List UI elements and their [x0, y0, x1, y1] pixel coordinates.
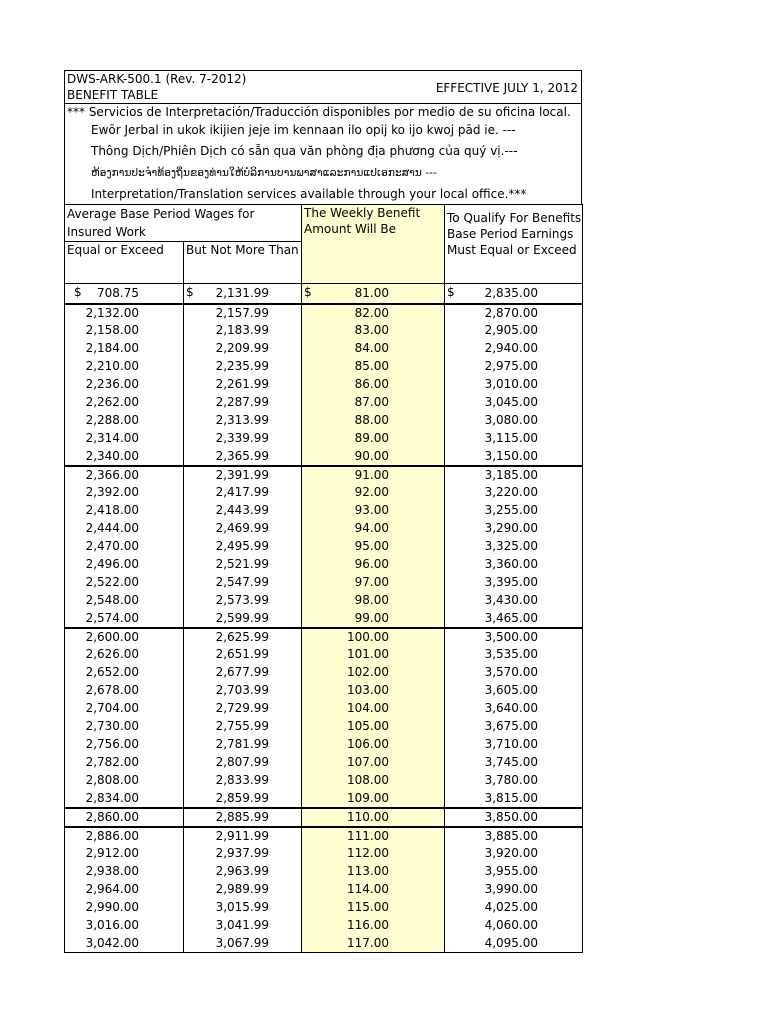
benefit-table-sheet: [64, 70, 582, 953]
cell-qualify: 3,150.00: [445, 448, 583, 466]
cell-benefit: 113.00: [302, 863, 445, 881]
table-row: [65, 466, 583, 484]
cell-equal: 2,236.00: [65, 376, 184, 394]
cell-max: 2,183.99: [184, 322, 302, 340]
table-header-row: [65, 205, 583, 242]
cell-max: 2,547.99: [184, 574, 302, 592]
cell-qualify: 3,780.00: [445, 772, 583, 790]
cell-equal: 2,184.00: [65, 340, 184, 358]
cell-equal: 2,808.00: [65, 772, 184, 790]
cell-max: 2,365.99: [184, 448, 302, 466]
cell-benefit: 98.00: [302, 592, 445, 610]
cell-max: 2,703.99: [184, 682, 302, 700]
cell-qualify: 3,115.00: [445, 430, 583, 448]
cell-equal: 2,288.00: [65, 412, 184, 430]
table-row: [65, 448, 583, 466]
table-row: [65, 430, 583, 448]
cell-qualify: 3,815.00: [445, 790, 583, 808]
cell-equal: 2,626.00: [65, 646, 184, 664]
table-row: [65, 376, 583, 394]
cell-equal: 2,470.00: [65, 538, 184, 556]
cell-benefit: 108.00: [302, 772, 445, 790]
cell-equal: 2,418.00: [65, 502, 184, 520]
cell-qualify: 3,360.00: [445, 556, 583, 574]
table-row: [65, 736, 583, 754]
cell-max: 2,443.99: [184, 502, 302, 520]
cell-benefit: 102.00: [302, 664, 445, 682]
cell-max: 2,495.99: [184, 538, 302, 556]
table-row: [65, 863, 583, 881]
cell-benefit: 117.00: [302, 935, 445, 953]
table-row: [65, 358, 583, 376]
table-row: [65, 646, 583, 664]
cell-qualify: 4,095.00: [445, 935, 583, 953]
cell-benefit: 86.00: [302, 376, 445, 394]
cell-max: 2,833.99: [184, 772, 302, 790]
cell-max: 2,989.99: [184, 881, 302, 899]
cell-equal: 2,262.00: [65, 394, 184, 412]
cell-qualify: 3,430.00: [445, 592, 583, 610]
weekly-benefit-header: The Weekly Benefit Amount Will Be: [302, 205, 445, 284]
cell-qualify: 3,990.00: [445, 881, 583, 899]
cell-benefit: 82.00: [302, 304, 445, 322]
cell-benefit: 116.00: [302, 917, 445, 935]
table-row: [65, 682, 583, 700]
table-row: [65, 592, 583, 610]
cell-benefit: 93.00: [302, 502, 445, 520]
cell-benefit: 107.00: [302, 754, 445, 772]
cell-equal: 2,340.00: [65, 448, 184, 466]
cell-max: 2,781.99: [184, 736, 302, 754]
cell-max: 2,157.99: [184, 304, 302, 322]
effective-date: EFFECTIVE JULY 1, 2012: [435, 81, 578, 95]
table-row: [65, 484, 583, 502]
cell-max: 2,573.99: [184, 592, 302, 610]
cell-max: 2,209.99: [184, 340, 302, 358]
cell-equal: 2,678.00: [65, 682, 184, 700]
cell-max: 2,755.99: [184, 718, 302, 736]
cell-equal: 2,730.00: [65, 718, 184, 736]
cell-qualify: 3,010.00: [445, 376, 583, 394]
cell-qualify: 3,255.00: [445, 502, 583, 520]
not-more-than-header: But Not More Than: [184, 242, 302, 284]
cell-benefit: 85.00: [302, 358, 445, 376]
cell-max: 2,963.99: [184, 863, 302, 881]
cell-max: 2,937.99: [184, 845, 302, 863]
cell-equal: 3,016.00: [65, 917, 184, 935]
table-row: [65, 574, 583, 592]
cell-equal: 2,158.00: [65, 322, 184, 340]
cell-equal: 2,392.00: [65, 484, 184, 502]
cell-qualify: 3,535.00: [445, 646, 583, 664]
cell-max: 2,131.99: [215, 285, 270, 300]
cell-benefit: 99.00: [302, 610, 445, 628]
table-row: [65, 790, 583, 808]
notice-marshallese: Ewōr Jerbal in ukok ikijien jeje im kennaan ilo opij ko ijo kwoj pād ie. ---: [91, 123, 516, 137]
table-row: [65, 520, 583, 538]
cell-qualify: 3,185.00: [445, 466, 583, 484]
cell-benefit: 88.00: [302, 412, 445, 430]
cell-benefit: 103.00: [302, 682, 445, 700]
cell-qualify: 3,745.00: [445, 754, 583, 772]
cell-max: 2,391.99: [184, 466, 302, 484]
cell-max: 2,287.99: [184, 394, 302, 412]
cell-qualify: 4,060.00: [445, 917, 583, 935]
cell-equal: 2,600.00: [65, 628, 184, 646]
document-title: BENEFIT TABLE: [67, 88, 159, 102]
cell-max: 2,677.99: [184, 664, 302, 682]
cell-benefit: 100.00: [302, 628, 445, 646]
cell-qualify: 3,290.00: [445, 520, 583, 538]
table-row: [65, 412, 583, 430]
cell-benefit: 97.00: [302, 574, 445, 592]
notice-english: Interpretation/Translation services available through your local office.***: [91, 187, 527, 201]
cell-max: 2,651.99: [184, 646, 302, 664]
table-row: [65, 808, 583, 827]
cell-qualify: 3,570.00: [445, 664, 583, 682]
cell-equal: 2,834.00: [65, 790, 184, 808]
cell-qualify: 3,710.00: [445, 736, 583, 754]
cell-benefit: 95.00: [302, 538, 445, 556]
cell-equal: 2,756.00: [65, 736, 184, 754]
cell-qualify: 3,850.00: [445, 808, 583, 827]
table-row: [65, 628, 583, 646]
benefit-table: [64, 204, 583, 953]
cell-equal: 2,990.00: [65, 899, 184, 917]
table-row: [65, 772, 583, 790]
cell-qualify: 3,220.00: [445, 484, 583, 502]
avg-wages-header: Average Base Period Wages for Insured Work: [65, 205, 302, 242]
equal-or-exceed-header: Equal or Exceed: [65, 242, 184, 284]
cell-max: 2,807.99: [184, 754, 302, 772]
cell-benefit: 90.00: [302, 448, 445, 466]
cell-benefit: 94.00: [302, 520, 445, 538]
cell-benefit: 96.00: [302, 556, 445, 574]
cell-benefit: 92.00: [302, 484, 445, 502]
cell-benefit: 101.00: [302, 646, 445, 664]
table-row: [65, 935, 583, 953]
cell-max: 3,067.99: [184, 935, 302, 953]
cell-equal: 708.75: [97, 285, 139, 300]
table-row: [65, 899, 583, 917]
cell-equal: 2,912.00: [65, 845, 184, 863]
table-row: [65, 718, 583, 736]
cell-max: 2,911.99: [184, 827, 302, 845]
form-id: DWS-ARK-500.1 (Rev. 7-2012): [67, 72, 247, 86]
cell-qualify: 3,605.00: [445, 682, 583, 700]
cell-qualify: 3,675.00: [445, 718, 583, 736]
cell-equal: 2,210.00: [65, 358, 184, 376]
table-row: [65, 664, 583, 682]
cell-qualify: 2,835.00: [484, 285, 539, 300]
cell-max: 2,339.99: [184, 430, 302, 448]
cell-equal: 3,042.00: [65, 935, 184, 953]
table-row: [65, 556, 583, 574]
cell-equal: 2,704.00: [65, 700, 184, 718]
cell-max: 2,261.99: [184, 376, 302, 394]
cell-qualify: 3,395.00: [445, 574, 583, 592]
cell-qualify: 3,955.00: [445, 863, 583, 881]
cell-benefit: 110.00: [302, 808, 445, 827]
cell-equal: 2,860.00: [65, 808, 184, 827]
table-row: [65, 322, 583, 340]
cell-qualify: 2,905.00: [445, 322, 583, 340]
table-row: [65, 340, 583, 358]
cell-equal: 2,652.00: [65, 664, 184, 682]
cell-max: 2,235.99: [184, 358, 302, 376]
cell-qualify: 2,940.00: [445, 340, 583, 358]
cell-equal: 2,782.00: [65, 754, 184, 772]
cell-qualify: 3,640.00: [445, 700, 583, 718]
cell-qualify: 3,465.00: [445, 610, 583, 628]
dollar-sign: $: [74, 285, 82, 299]
cell-max: 2,521.99: [184, 556, 302, 574]
table-row: [65, 845, 583, 863]
cell-equal: 2,886.00: [65, 827, 184, 845]
cell-qualify: 2,975.00: [445, 358, 583, 376]
cell-qualify: 4,025.00: [445, 899, 583, 917]
cell-benefit: 84.00: [302, 340, 445, 358]
cell-equal: 2,132.00: [65, 304, 184, 322]
cell-benefit: 111.00: [302, 827, 445, 845]
table-row: [65, 610, 583, 628]
cell-equal: 2,496.00: [65, 556, 184, 574]
cell-max: 3,015.99: [184, 899, 302, 917]
cell-equal: 2,938.00: [65, 863, 184, 881]
table-row: [65, 304, 583, 322]
cell-qualify: 3,080.00: [445, 412, 583, 430]
qualify-header: To Qualify For Benefits Base Period Earnings Must Equal or Exceed: [445, 205, 583, 284]
table-row-first: [65, 284, 583, 304]
table-row: [65, 754, 583, 772]
cell-qualify: 3,885.00: [445, 827, 583, 845]
cell-equal: 2,444.00: [65, 520, 184, 538]
table-row: [65, 881, 583, 899]
cell-max: 2,729.99: [184, 700, 302, 718]
table-row: [65, 394, 583, 412]
cell-equal: 2,314.00: [65, 430, 184, 448]
cell-max: 2,859.99: [184, 790, 302, 808]
cell-max: 2,625.99: [184, 628, 302, 646]
table-row: [65, 700, 583, 718]
dollar-sign: $: [186, 285, 194, 299]
cell-benefit: 89.00: [302, 430, 445, 448]
notice-vietnamese: Thông Dịch/Phiên Dịch có sẵn qua văn phòng địa phương của quý vị.---: [91, 144, 518, 158]
cell-max: 3,041.99: [184, 917, 302, 935]
cell-benefit: 109.00: [302, 790, 445, 808]
table-row: [65, 827, 583, 845]
cell-qualify: 3,920.00: [445, 845, 583, 863]
dollar-sign: $: [304, 285, 312, 299]
table-row: [65, 502, 583, 520]
cell-benefit: 91.00: [302, 466, 445, 484]
cell-benefit: 87.00: [302, 394, 445, 412]
notice-spanish: *** Servicios de Interpretación/Traducción disponibles por medio de su oficina local.: [67, 105, 571, 119]
cell-benefit: 105.00: [302, 718, 445, 736]
dollar-sign: $: [447, 285, 455, 299]
cell-equal: 2,574.00: [65, 610, 184, 628]
document-header: [64, 70, 582, 103]
cell-benefit: 106.00: [302, 736, 445, 754]
cell-benefit: 104.00: [302, 700, 445, 718]
cell-equal: 2,366.00: [65, 466, 184, 484]
cell-benefit: 112.00: [302, 845, 445, 863]
cell-equal: 2,548.00: [65, 592, 184, 610]
table-row: [65, 538, 583, 556]
cell-qualify: 2,870.00: [445, 304, 583, 322]
table-row: [65, 917, 583, 935]
cell-qualify: 3,500.00: [445, 628, 583, 646]
cell-benefit: 81.00: [354, 285, 390, 300]
cell-qualify: 3,325.00: [445, 538, 583, 556]
cell-max: 2,313.99: [184, 412, 302, 430]
cell-qualify: 3,045.00: [445, 394, 583, 412]
cell-benefit: 115.00: [302, 899, 445, 917]
cell-equal: 2,522.00: [65, 574, 184, 592]
cell-max: 2,599.99: [184, 610, 302, 628]
notice-lao: ຫ້ອງການປະຈຳທ້ອງຖິ່ນຂອງທ່ານໃຫ້ບໍລິການບານພາສາແລະການແປເອກະສານ ---: [91, 167, 438, 179]
cell-equal: 2,964.00: [65, 881, 184, 899]
language-notice: [64, 103, 582, 204]
cell-max: 2,885.99: [184, 808, 302, 827]
cell-max: 2,469.99: [184, 520, 302, 538]
cell-benefit: 114.00: [302, 881, 445, 899]
cell-max: 2,417.99: [184, 484, 302, 502]
cell-benefit: 83.00: [302, 322, 445, 340]
